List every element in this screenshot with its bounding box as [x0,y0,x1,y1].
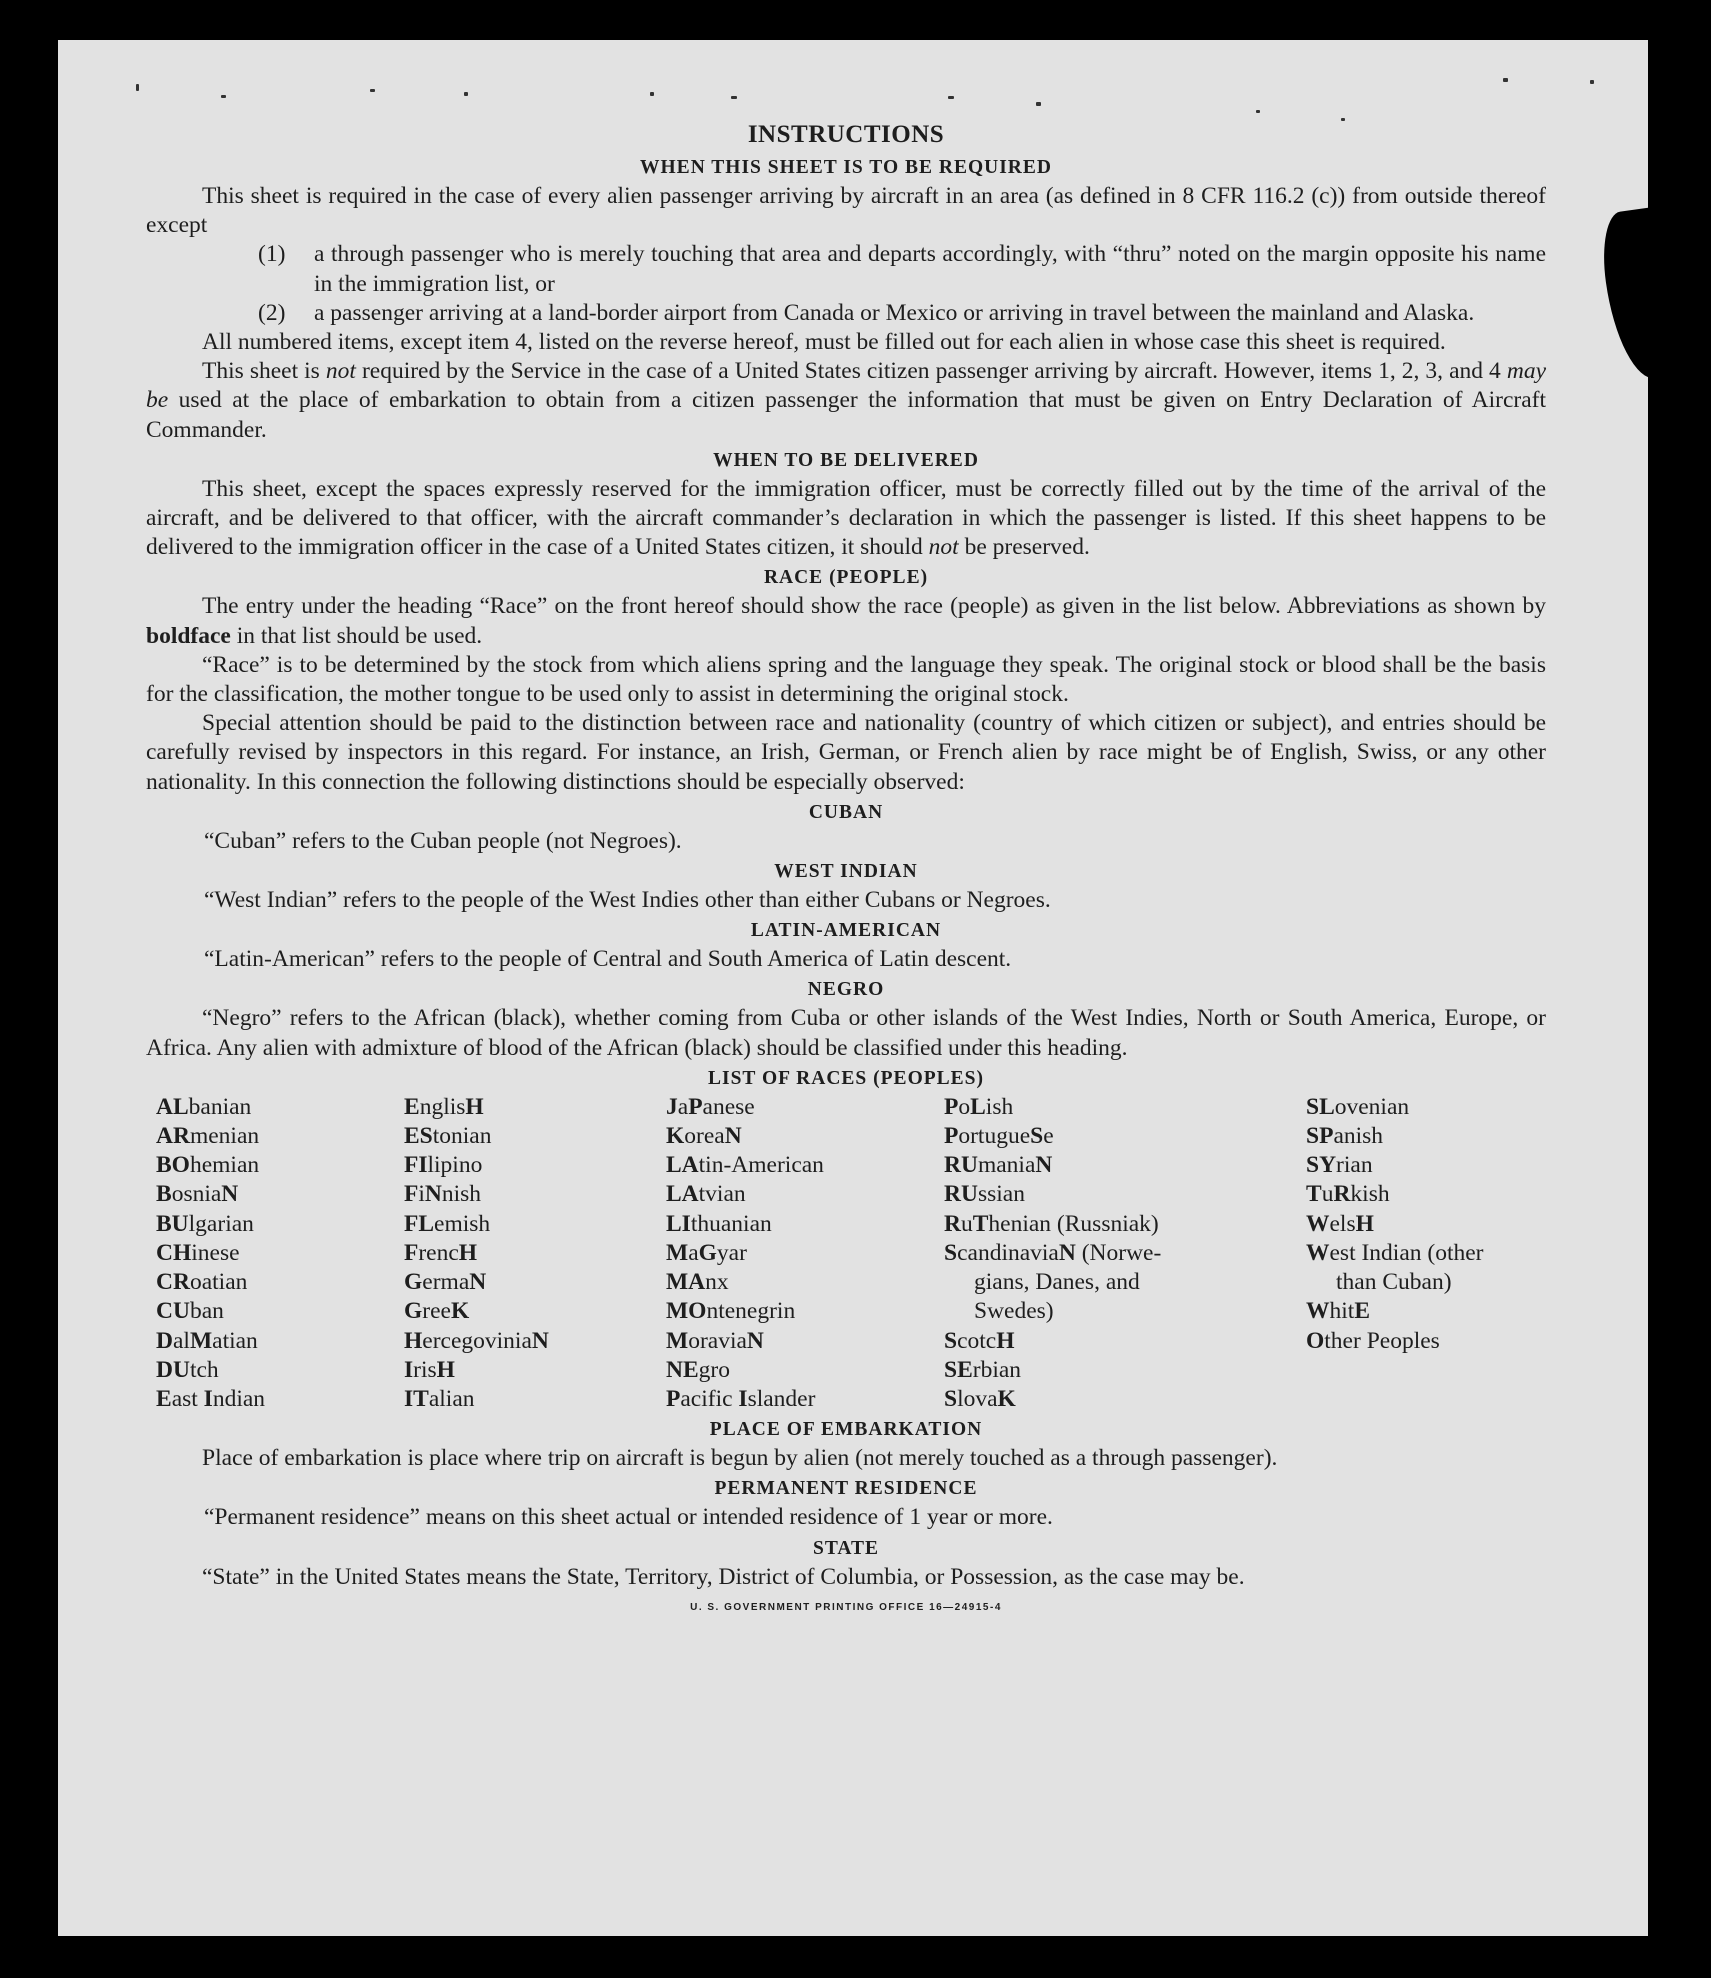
race-abbrev: P [944,1093,959,1120]
paragraph-state: “State” in the United States means the State, Territory, District of Columbia, or Possession, as the case may be. [202,1563,1245,1590]
document-sheet [58,40,1648,1936]
race-entry [944,1385,1298,1414]
race-entry [944,1297,1298,1326]
race-entry [944,1327,1298,1356]
race-text: a [688,1239,699,1266]
race-entry [944,1210,1298,1239]
section-heading-required: WHEN THIS SHEET IS TO BE REQUIRED [640,157,1052,178]
race-entry [156,1239,396,1268]
race-text: ntenegrin [706,1298,796,1325]
race-entry [404,1210,658,1239]
paragraph-delivered [146,475,1546,563]
section-heading-embarkation: PLACE OF EMBARKATION [709,1419,983,1441]
race-text: ban [189,1298,224,1325]
text-run: required by the Service in the case of a United States citizen passenger arriving by aircraft. However, items 1, 2, 3, and 4 [355,358,1507,385]
race-abbrev: BU [156,1210,189,1237]
race-abbrev: M [666,1327,689,1354]
race-abbrev: LI [666,1210,691,1237]
speck [464,92,468,96]
race-text: kish [1350,1181,1390,1208]
race-entry [666,1297,936,1326]
race-text: orea [684,1123,725,1150]
item-number: (2) [258,299,286,326]
section-heading-delivered: WHEN TO BE DELIVERED [713,449,979,471]
race-entry [404,1122,658,1151]
race-text: ris [413,1356,437,1383]
race-abbrev: CU [156,1298,190,1325]
race-entry [1306,1268,1548,1297]
race-abbrev: I [203,1385,213,1412]
race-text: oravia [688,1327,747,1354]
race-text: emish [434,1210,491,1237]
race-text: inese [191,1239,240,1266]
document-body [146,118,1546,1618]
race-abbrev: K [997,1385,1016,1412]
race-abbrev: G [698,1239,717,1266]
race-entry [156,1093,396,1122]
race-text: gians, Danes, and [974,1269,1140,1296]
race-entry [156,1356,396,1385]
race-text: slander [747,1385,816,1412]
race-text: ndian [212,1385,266,1412]
race-text: banian [188,1093,252,1120]
race-text: mania [977,1152,1036,1179]
paragraph-negro: “Negro” refers to the African (black), whether coming from Cuba or other islands of the West Indies, North or South America, Europe, or Africa. Any alien with admixture of blood of the African (black) should be classified under this heading. [146,1005,1546,1061]
race-abbrev: N [724,1123,742,1150]
race-abbrev: BO [156,1152,190,1179]
race-abbrev: CR [156,1269,190,1296]
emphasis: not [928,534,959,561]
race-entry [156,1122,396,1151]
speck [221,95,226,98]
race-abbrev: SP [1306,1123,1334,1150]
race-abbrev: M [666,1239,689,1266]
race-column [944,1093,1306,1414]
section-heading-cuban: CUBAN [808,801,884,823]
race-list [156,1093,1546,1414]
race-abbrev: N [1058,1239,1076,1266]
race-abbrev: I [404,1356,414,1383]
race-entry [944,1356,1298,1385]
race-abbrev: S [1030,1123,1044,1150]
exception-item-2 [146,299,1546,328]
speck [1503,78,1508,82]
race-abbrev: T [1306,1181,1322,1208]
race-entry [1306,1210,1548,1239]
race-abbrev: NE [666,1356,699,1383]
race-entry [666,1180,936,1209]
race-entry [666,1327,936,1356]
race-abbrev: N [469,1269,487,1296]
race-text: cotc [957,1327,997,1354]
race-entry [156,1268,396,1297]
speck [1036,102,1041,106]
race-column [404,1093,666,1414]
race-entry [156,1385,396,1414]
race-abbrev: G [404,1269,423,1296]
race-entry [404,1297,658,1326]
race-entry [666,1210,936,1239]
race-entry [944,1180,1298,1209]
race-column [666,1093,944,1414]
race-text: u [1321,1181,1334,1208]
race-abbrev: F [404,1181,419,1208]
emphasis: not [325,358,356,385]
race-entry [404,1180,658,1209]
race-text: (Norwe- [1075,1239,1162,1266]
race-entry [1306,1180,1548,1209]
item-text: a passenger arriving at a land-border airport from Canada or Mexico or arriving in travel between the mainland and Alaska. [314,299,1475,326]
race-abbrev: F [404,1239,419,1266]
race-entry [944,1239,1298,1268]
race-text: candinavia [957,1239,1059,1266]
race-text: nglis [419,1093,466,1120]
race-text: a [677,1093,689,1120]
race-abbrev: W [1306,1210,1330,1237]
race-text: ortugue [958,1123,1031,1150]
text-run: in that list should be used. [230,622,483,649]
race-text: yar [716,1239,747,1266]
race-abbrev: H [465,1093,484,1120]
paragraph-latin-american: “Latin-American” refers to the people of Central and South America of Latin descent. [204,946,1012,973]
item-text: a through passenger who is merely touching that area and departs accordingly, with “thru” noted on the margin opposite his name in the immigration list, or [314,241,1546,297]
emphasis: may be [146,358,1546,414]
race-abbrev: N [424,1181,442,1208]
race-abbrev: K [666,1123,685,1150]
race-entry [666,1385,936,1414]
race-entry [1306,1327,1548,1356]
paragraph-cuban: “Cuban” refers to the Cuban people (not Negroes). [204,827,682,854]
race-abbrev: B [156,1181,172,1208]
race-entry [156,1151,396,1180]
race-abbrev: H [996,1327,1015,1354]
race-abbrev: H [436,1356,455,1383]
race-text: atian [212,1327,258,1354]
race-abbrev: ES [404,1123,433,1150]
race-text: ast [171,1385,204,1412]
race-entry [666,1122,936,1151]
section-heading-race: RACE (PEOPLE) [763,567,929,589]
race-entry [404,1327,658,1356]
race-text: ish [985,1093,1014,1120]
speck [1590,80,1594,84]
race-column [156,1093,404,1414]
race-entry [404,1151,658,1180]
speck [948,96,954,99]
race-abbrev: P [666,1385,681,1412]
race-entry [1306,1093,1548,1122]
race-entry [666,1239,936,1268]
section-heading-state: STATE [812,1537,880,1559]
race-abbrev: AL [156,1093,189,1120]
paragraph-race-stock: “Race” is to be determined by the stock from which aliens spring and the language they speak. The original stock or blood shall be the basis for the classification, the mother tongue to be used only to assist in determining the original stock. [146,651,1546,708]
race-abbrev: MA [666,1269,706,1296]
section-heading-race-list: LIST OF RACES (PEOPLES) [707,1067,984,1089]
race-text: u [960,1210,973,1237]
race-text: Swedes) [974,1298,1054,1325]
text-run: The entry under the heading “Race” on the front hereof should show the race (people) as given in the list below. Abbreviations as shown by [202,593,1546,620]
race-text: ovenian [1334,1093,1410,1120]
race-text: acific [680,1385,739,1412]
race-text: thuanian [690,1210,772,1237]
race-abbrev: FL [404,1210,435,1237]
race-abbrev: RU [944,1181,978,1208]
race-text: renc [418,1239,459,1266]
race-text: tin-American [698,1152,824,1179]
race-text: gro [698,1356,730,1383]
race-abbrev: LA [666,1181,699,1208]
paragraph-race-nationality: Special attention should be paid to the distinction between race and nationality (country of which citizen or subject), and entries should be carefully revised by inspectors in this regard. For instance, an Irish, German, or French alien by race might be of English, Swiss, or any other nationality. In this connection the following distinctions should be especially observed: [146,710,1546,795]
race-text: nx [705,1269,729,1296]
race-text: ree [422,1298,451,1325]
race-entry [404,1385,658,1414]
race-text: rbian [972,1356,1022,1383]
race-abbrev: L [970,1093,986,1120]
paragraph-citizen [146,357,1546,445]
race-text: hemian [189,1152,260,1179]
race-text: hit [1329,1298,1355,1325]
race-abbrev: SL [1306,1093,1335,1120]
race-text: rian [1336,1152,1373,1179]
race-entry [666,1268,936,1297]
race-entry [404,1093,658,1122]
race-text: alian [428,1385,475,1412]
race-entry [404,1356,658,1385]
race-abbrev: N [531,1327,549,1354]
race-abbrev: R [944,1210,961,1237]
text-run: used at the place of embarkation to obtain from a citizen passenger the information that must be given on Entry Declaration of Aircraft Commander. [146,387,1546,443]
race-text: ther Peoples [1324,1327,1440,1354]
race-abbrev: O [1306,1327,1325,1354]
race-entry [156,1327,396,1356]
race-abbrev: MO [666,1298,707,1325]
race-entry [944,1122,1298,1151]
race-entry [1306,1297,1548,1326]
race-abbrev: D [156,1327,173,1354]
race-abbrev: W [1306,1239,1330,1266]
race-text: lova [957,1385,998,1412]
paragraph-numbered-items: All numbered items, except item 4, listed on the reverse hereof, must be filled out for each alien in whose case this sheet is required. [202,329,1446,356]
race-abbrev: FI [404,1152,428,1179]
race-abbrev: J [666,1093,678,1120]
race-text: lipino [427,1152,483,1179]
race-text: est Indian (other [1329,1239,1484,1266]
race-text: al [172,1327,190,1354]
race-text: e [1043,1123,1054,1150]
race-abbrev: E [156,1385,172,1412]
speck [370,89,375,92]
race-text: erma [422,1269,470,1296]
race-abbrev: CH [156,1239,192,1266]
race-abbrev: N [221,1181,239,1208]
race-entry [666,1151,936,1180]
race-entry [156,1180,396,1209]
race-abbrev: H [1355,1210,1374,1237]
race-abbrev: AR [156,1123,190,1150]
race-abbrev: E [404,1093,420,1120]
race-abbrev: LA [666,1152,699,1179]
race-text: els [1329,1210,1356,1237]
race-abbrev: DU [156,1356,190,1383]
race-text: osnia [171,1181,222,1208]
speck [136,84,139,91]
paragraph-west-indian: “West Indian” refers to the people of the West Indies other than either Cubans or Negroes. [204,887,1051,914]
race-entry [1306,1151,1548,1180]
section-heading-negro: NEGRO [807,979,885,1001]
race-abbrev: S [944,1327,958,1354]
race-text: anese [702,1093,755,1120]
race-text: lgarian [188,1210,254,1237]
race-entry [156,1297,396,1326]
bold-text: boldface [146,622,231,649]
race-entry [404,1239,658,1268]
race-text: menian [189,1123,260,1150]
race-entry [944,1093,1298,1122]
section-heading-residence: PERMANENT RESIDENCE [714,1478,978,1500]
race-text: than Cuban) [1336,1269,1452,1296]
race-text: tonian [432,1123,492,1150]
paragraph-embarkation: Place of embarkation is place where trip on aircraft is begun by alien (not merely touched as a through passenger). [202,1445,1278,1472]
race-text: ercegovinia [422,1327,532,1354]
race-entry [944,1151,1298,1180]
race-entry [944,1268,1298,1297]
race-entry [156,1210,396,1239]
race-abbrev: G [404,1298,423,1325]
race-abbrev: SE [944,1356,973,1383]
race-abbrev: SY [1306,1152,1337,1179]
race-abbrev: E [1354,1298,1370,1325]
race-entry [1306,1239,1548,1268]
speck [1256,110,1260,113]
race-text: anish [1333,1123,1384,1150]
text-run: be preserved. [958,534,1090,561]
paragraph-residence: “Permanent residence” means on this sheet actual or intended residence of 1 year or more. [204,1504,1053,1531]
race-text: ssian [977,1181,1025,1208]
race-abbrev: I [738,1385,748,1412]
race-abbrev: H [404,1327,423,1354]
race-abbrev: P [688,1093,703,1120]
speck [650,92,654,96]
race-column [1306,1093,1556,1414]
race-abbrev: P [944,1123,959,1150]
race-abbrev: S [944,1239,958,1266]
race-text: tvian [698,1181,746,1208]
race-abbrev: M [189,1327,213,1354]
race-text: i [418,1181,425,1208]
race-abbrev: T [972,1210,989,1237]
race-abbrev: R [1333,1181,1351,1208]
paragraph-required-intro: This sheet is required in the case of every alien passenger arriving by aircraft in an area (as defined in 8 CFR 116.2 (c)) from outside thereof except [146,183,1546,239]
race-abbrev: H [458,1239,478,1266]
race-text: oatian [189,1269,248,1296]
text-run: This sheet, except the spaces expressly reserved for the immigration officer, must be correctly filled out by the time of the arrival of the aircraft, and be delivered to that officer, with the aircraft commander’s declaration in which the passenger is listed. If this sheet happens to be delivered to the immigration officer in the case of a United States citizen, it should [146,475,1546,561]
race-text: nish [441,1181,482,1208]
printer-imprint: U. S. GOVERNMENT PRINTING OFFICE 16—24915-4 [690,1601,1002,1613]
race-entry [666,1356,936,1385]
race-abbrev: S [944,1385,958,1412]
race-abbrev: IT [404,1385,429,1412]
section-heading-latin-american: LATIN-AMERICAN [750,920,942,942]
text-run: This sheet is [202,358,326,385]
race-text: tch [189,1356,219,1383]
speck [731,96,737,99]
section-heading-west-indian: WEST INDIAN [774,861,918,883]
race-entry [666,1093,936,1122]
paragraph-race-entry [146,592,1546,650]
race-entry [1306,1122,1548,1151]
item-number: (1) [258,241,286,268]
race-abbrev: N [1035,1152,1053,1179]
race-text: henian (Russniak) [988,1210,1159,1237]
race-abbrev: W [1306,1298,1330,1325]
race-abbrev: RU [944,1152,978,1179]
page-title: INSTRUCTIONS [747,121,945,148]
race-abbrev: K [450,1298,470,1325]
race-entry [404,1268,658,1297]
race-text: o [958,1093,971,1120]
exception-item-1 [146,240,1546,298]
race-abbrev: N [746,1327,764,1354]
